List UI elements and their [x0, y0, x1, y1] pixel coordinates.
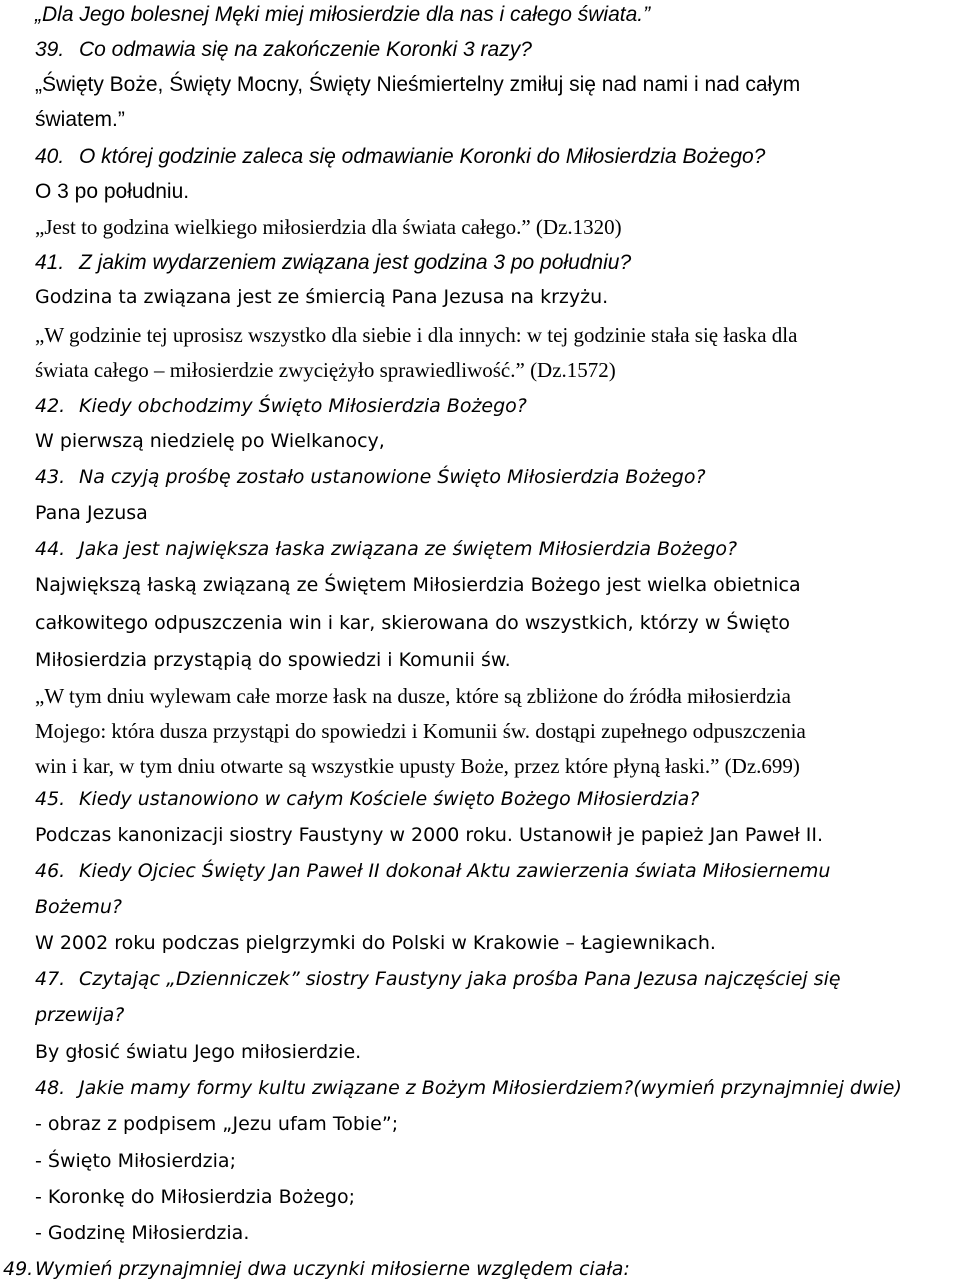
answer-41: Godzina ta związana jest ze śmiercią Pana Jezusa na krzyżu. — [35, 286, 609, 308]
quote-dz-1572-line-1: „W godzinie tej uprosisz wszystko dla siebie i dla innych: w tej godzinie stała się łaska dla — [35, 323, 798, 347]
quote-dz-1572-line-2: świata całego – miłosierdzie zwyciężyło sprawiedliwość.” (Dz.1572) — [35, 358, 616, 382]
question-39: 39. Co odmawia się na zakończenie Koronki 3 razy? — [35, 38, 532, 61]
question-47-line-1: 47. Czytając „Dzienniczek” siostry Faustyny jaka prośba Pana Jezusa najczęściej się — [35, 968, 841, 990]
question-40: 40. O której godzinie zaleca się odmawianie Koronki do Miłosierdzia Bożego? — [35, 145, 766, 168]
answer-39-line-1: „Święty Boże, Święty Mocny, Święty Nieśmiertelny zmiłuj się nad nami i nad całym — [35, 73, 801, 96]
question-41: 41. Z jakim wydarzeniem związana jest godzina 3 po południu? — [35, 251, 632, 274]
answer-48-item-2: - Święto Miłosierdzia; — [35, 1150, 236, 1172]
quote-dz-699-line-3: win i kar, w tym dniu otwarte są wszystkie upusty Boże, przez które płyną łaski.” (Dz.699) — [35, 754, 800, 778]
question-46-line-2: Bożemu? — [35, 896, 122, 918]
question-48: 48. Jakie mamy formy kultu związane z Bożym Miłosierdziem?(wymień przynajmniej dwie) — [35, 1077, 902, 1099]
question-47-line-2: przewija? — [35, 1004, 125, 1026]
answer-44-line-1: Największą łaską związaną ze Świętem Miłosierdzia Bożego jest wielka obietnica — [35, 574, 801, 596]
answer-48-item-1: - obraz z podpisem „Jezu ufam Tobie”; — [35, 1113, 399, 1135]
prayer-quote: „Dla Jego bolesnej Męki miej miłosierdzie dla nas i całego świata.” — [35, 3, 651, 26]
question-42: 42. Kiedy obchodzimy Święto Miłosierdzia Bożego? — [35, 395, 527, 417]
answer-46: W 2002 roku podczas pielgrzymki do Polski w Krakowie – Łagiewnikach. — [35, 932, 716, 954]
answer-47: By głosić światu Jego miłosierdzie. — [35, 1041, 362, 1063]
question-44: 44. Jaka jest największa łaska związana ze świętem Miłosierdzia Bożego? — [35, 538, 738, 560]
answer-42: W pierwszą niedzielę po Wielkanocy, — [35, 430, 385, 452]
question-46-line-1: 46. Kiedy Ojciec Święty Jan Paweł II dokonał Aktu zawierzenia świata Miłosiernemu — [35, 860, 831, 882]
question-49: 49.Wymień przynajmniej dwa uczynki miłosierne względem ciała: — [3, 1258, 630, 1280]
question-43: 43. Na czyją prośbę zostało ustanowione Święto Miłosierdzia Bożego? — [35, 466, 706, 488]
quote-dz-699-line-1: „W tym dniu wylewam całe morze łask na dusze, które są zbliżone do źródła miłosierdzia — [35, 684, 791, 708]
answer-48-item-3: - Koronkę do Miłosierdzia Bożego; — [35, 1186, 355, 1208]
answer-45: Podczas kanonizacji siostry Faustyny w 2000 roku. Ustanowił je papież Jan Paweł II. — [35, 824, 824, 846]
answer-44-line-2: całkowitego odpuszczenia win i kar, skierowana do wszystkich, którzy w Święto — [35, 612, 791, 634]
answer-43: Pana Jezusa — [35, 502, 148, 524]
quote-dz-1320: „Jest to godzina wielkiego miłosierdzia dla świata całego.” (Dz.1320) — [35, 215, 622, 239]
answer-48-item-4: - Godzinę Miłosierdzia. — [35, 1222, 250, 1244]
question-45: 45. Kiedy ustanowiono w całym Kościele święto Bożego Miłosierdzia? — [35, 788, 700, 810]
answer-40: O 3 po południu. — [35, 180, 190, 203]
answer-44-line-3: Miłosierdzia przystąpią do spowiedzi i Komunii św. — [35, 649, 511, 671]
quote-dz-699-line-2: Mojego: która dusza przystąpi do spowiedzi i Komunii św. dostąpi zupełnego odpuszczenia — [35, 719, 806, 743]
answer-39-line-2: światem.” — [35, 108, 125, 131]
